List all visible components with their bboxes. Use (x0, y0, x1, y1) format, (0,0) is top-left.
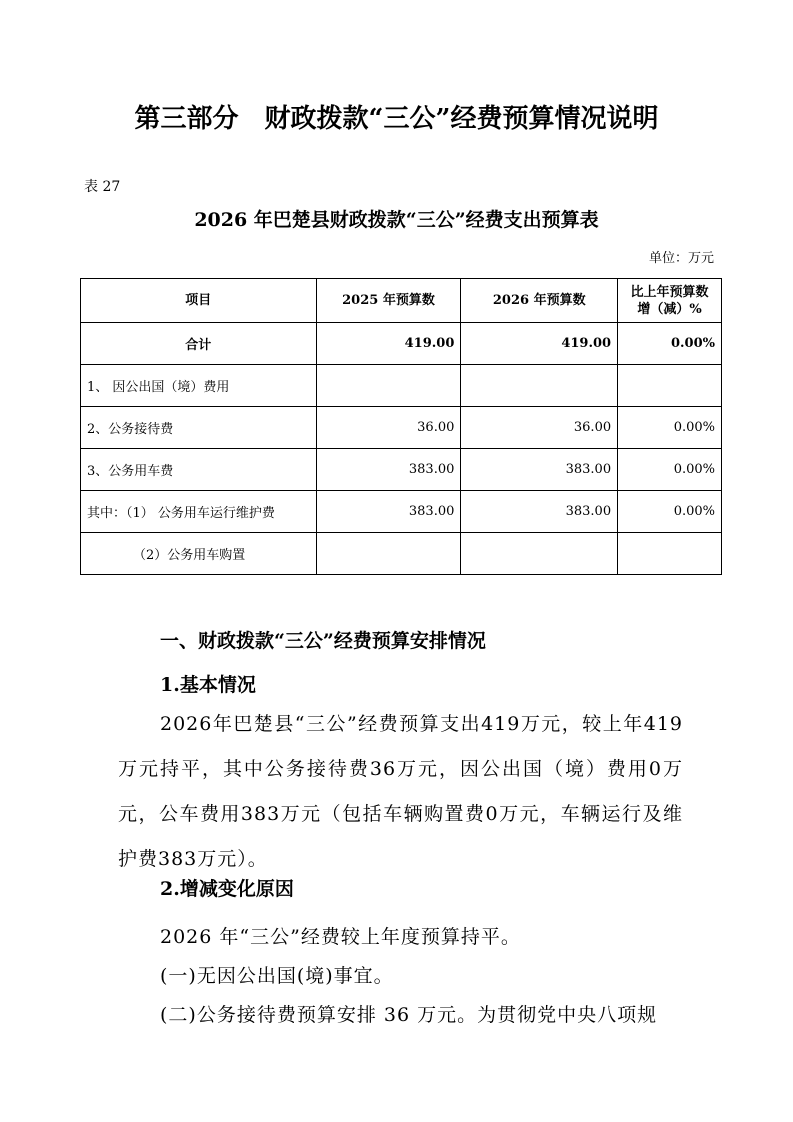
row-change: 0.00% (618, 323, 722, 365)
header-2025: 2025 年预算数 (316, 279, 461, 323)
basic-paragraph: 2026年巴楚县“三公”经费预算支出419万元，较上年419万元持平，其中公务接待费36万元，因公出国（境）费用0万元，公车费用383万元（包括车辆购置费0万元，车辆运行及维护费383万元）。 (118, 713, 683, 870)
section-heading: 一、财政拨款“三公”经费预算安排情况 (160, 630, 486, 652)
row-change: 0.00% (618, 407, 722, 449)
basic-heading: 1.基本情况 (160, 674, 256, 696)
row-2026: 383.00 (461, 491, 618, 533)
row-2026 (461, 365, 618, 407)
table-row (81, 491, 722, 533)
row-item: 其中：（1） 公务用车运行维护费 (81, 491, 317, 533)
table-title: 2026 年巴楚县财政拨款“三公”经费支出预算表 (194, 209, 599, 231)
change-line: (一)无因公出国(境)事宜。 (160, 965, 394, 987)
table-row-total (81, 323, 722, 365)
row-2025: 36.00 (316, 407, 461, 449)
row-change: 0.00% (618, 449, 722, 491)
change-line: (二)公务接待费预算安排 36 万元。为贯彻党中央八项规 (160, 1004, 658, 1026)
table-row (81, 365, 722, 407)
unit-label: 单位：万元 (648, 251, 714, 266)
table-number: 表 27 (84, 179, 121, 195)
budget-table (80, 278, 722, 575)
change-line: 2026 年“三公”经费较上年度预算持平。 (160, 926, 521, 948)
header-change: 比上年预算数增（减）% (618, 279, 722, 323)
change-heading: 2.增减变化原因 (160, 878, 294, 900)
row-2026: 383.00 (461, 449, 618, 491)
row-2025: 419.00 (316, 323, 461, 365)
row-change (618, 365, 722, 407)
row-item: （2）公务用车购置 (81, 533, 317, 575)
table-row (81, 449, 722, 491)
row-2025: 383.00 (316, 449, 461, 491)
row-2025 (316, 533, 461, 575)
header-item: 项目 (81, 279, 317, 323)
row-change: 0.00% (618, 491, 722, 533)
table-row (81, 407, 722, 449)
row-item: 1、 因公出国（境）费用 (81, 365, 317, 407)
row-item: 合计 (81, 323, 317, 365)
part-title: 第三部分 财政拨款“三公”经费预算情况说明 (134, 104, 659, 134)
row-2025 (316, 365, 461, 407)
row-2026 (461, 533, 618, 575)
row-item: 3、公务用车费 (81, 449, 317, 491)
table-row (81, 533, 722, 575)
header-2026: 2026 年预算数 (461, 279, 618, 323)
table-header-row (81, 279, 722, 323)
row-item: 2、公务接待费 (81, 407, 317, 449)
row-2026: 419.00 (461, 323, 618, 365)
row-2025: 383.00 (316, 491, 461, 533)
row-change (618, 533, 722, 575)
row-2026: 36.00 (461, 407, 618, 449)
